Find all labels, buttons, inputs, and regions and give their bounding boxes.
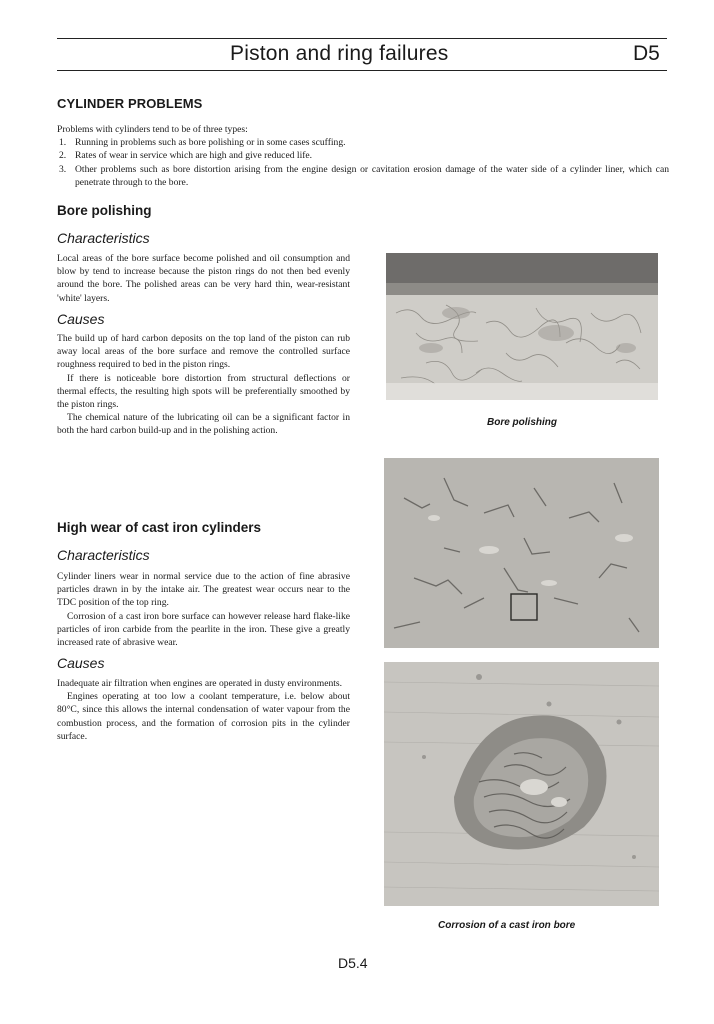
paragraph: If there is noticeable bore distortion from structural deflections or thermal effects, the resulting high spots will be preferentially smoothed by the piston rings. [57,372,350,411]
list-item-number: 2. [59,150,67,162]
bore-polishing-photo [386,253,658,400]
section-code: D5 [633,42,660,65]
high-wear-characteristics-heading: Characteristics [57,547,150,563]
paragraph: The build up of hard carbon deposits on the top land of the piston can rub away local areas of the bore surface and remove the controlled surface roughness required to bed in the piston rings. [57,333,350,371]
corrosion-photo [384,662,659,906]
list-item [57,163,669,189]
bore-polishing-causes-text [57,332,350,438]
section-heading: CYLINDER PROBLEMS [57,96,203,111]
paragraph: Engines operating at too low a coolant temperature, i.e. below about 80°C, since this allows the internal condensation of water vapour from the combustion process, and the formation of corrosion pits in the cylinder surface. [57,691,350,742]
list-item-text: Running in problems such as bore polishing or in some cases scuffing. [75,137,346,149]
page-title: Piston and ring failures [230,42,449,65]
high-wear-micrograph [384,458,659,648]
list-item [57,149,669,162]
intro-block [57,123,669,189]
paragraph: Cylinder liners wear in normal service due to the action of fine abrasive particles drawn in by the intake air. The greatest wear occurs near to the TDC position of the top ring. [57,571,350,609]
list-item-text: Rates of wear in service which are high and give reduced life. [75,150,313,162]
corrosion-caption: Corrosion of a cast iron bore [438,920,576,931]
corrosion-micrograph [384,662,659,906]
bore-polishing-caption: Bore polishing [487,417,557,428]
high-wear-causes-heading: Causes [57,655,105,671]
bore-polishing-characteristics-text [57,252,350,305]
bore-polishing-heading: Bore polishing [57,203,152,218]
header-bottom-rule [57,70,667,71]
list-item-number: 1. [59,137,67,149]
page-number: D5.4 [338,955,368,971]
intro-lead: Problems with cylinders tend to be of three types: [57,124,248,135]
high-wear-causes-text [57,677,350,743]
bore-polishing-characteristics-heading: Characteristics [57,230,150,246]
paragraph: Local areas of the bore surface become polished and oil consumption and blow by tend to increase because the piston rings do not then bed evenly around the bore. The polished areas can be very hard thin, wear-resistant 'white' layers. [57,253,350,304]
problem-type-list [57,136,669,189]
bore-polishing-causes-heading: Causes [57,311,105,327]
list-item [57,136,669,149]
high-wear-characteristics-text [57,570,350,649]
paragraph: Corrosion of a cast iron bore surface can however release hard flake-like particles of iron carbide from the pearlite in the iron. These give a greatly increased rate of abrasive wear. [57,610,350,649]
header-top-rule [57,38,667,39]
list-item-text: Other problems such as bore distortion arising from the engine design or cavitation erosion damage of the water side of a cylinder liner, which can penetrate through to the bore. [75,163,669,188]
paragraph: Inadequate air filtration when engines are operated in dusty environments. [57,678,343,689]
list-item-number: 3. [59,163,67,175]
paragraph: The chemical nature of the lubricating oil can be a significant factor in both the hard carbon build-up and in the polishing action. [57,412,350,437]
bore-polishing-micrograph [386,253,658,400]
high-wear-heading: High wear of cast iron cylinders [57,520,262,535]
high-wear-photo [384,458,659,648]
